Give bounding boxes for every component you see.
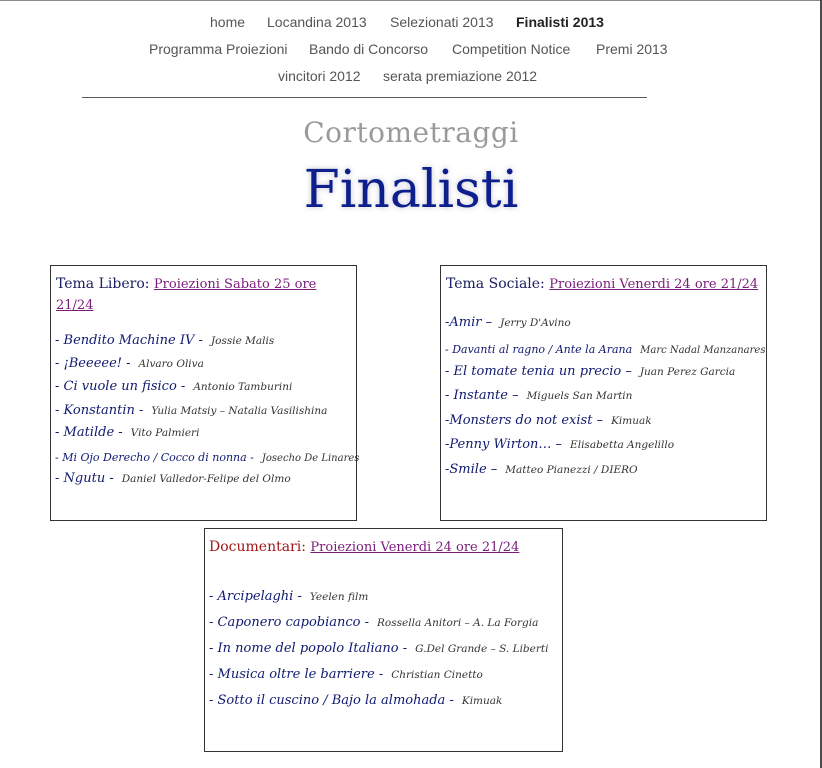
film-title: - Konstantin - — [55, 403, 144, 418]
film-entry — [55, 329, 274, 348]
tema-sociale-schedule-link[interactable]: Proiezioni Venerdi 24 ore 21/24 — [549, 277, 759, 292]
film-title: - Davanti al ragno / Ante la Arana — [445, 343, 633, 356]
film-author: Alvaro Oliva — [138, 358, 204, 370]
nav-link-serata-premiazione-2012[interactable]: serata premiazione 2012 — [383, 68, 538, 84]
film-author: Jossie Malis — [210, 335, 275, 347]
nav-link-home[interactable]: home — [210, 14, 246, 30]
film-author: Miguels San Martin — [526, 390, 633, 402]
film-entry — [55, 467, 291, 486]
film-author: Kimuak — [461, 695, 503, 707]
film-title: - Caponero capobianco - — [209, 615, 370, 630]
nav-row-3 — [0, 66, 822, 93]
film-title: - Musica oltre le barriere - — [209, 667, 384, 682]
nav-link-programma-proiezioni[interactable]: Programma Proiezioni — [149, 41, 288, 57]
film-entry — [209, 637, 548, 656]
film-author: Antonio Tamburini — [193, 381, 293, 393]
film-entry — [55, 421, 199, 440]
film-entry — [445, 360, 735, 379]
film-title: - El tomate tenia un precio – — [445, 364, 632, 379]
top-border — [0, 0, 822, 1]
film-author: Juan Perez Garcia — [639, 366, 736, 378]
main-navigation — [0, 12, 822, 93]
nav-link-competition-notice[interactable]: Competition Notice — [452, 41, 571, 57]
tema-libero-label: Tema Libero: — [56, 276, 150, 292]
film-author: Elisabetta Angelillo — [570, 439, 675, 451]
film-author: Kimuak — [611, 415, 652, 427]
tema-sociale-box — [440, 265, 767, 521]
page-title: Finalisti — [303, 160, 519, 220]
nav-link-selezionati-2013[interactable]: Selezionati 2013 — [390, 14, 494, 30]
nav-link-bando-di-concorso[interactable]: Bando di Concorso — [309, 41, 429, 57]
film-title: - Instante – — [445, 388, 519, 403]
tema-libero-header — [56, 274, 352, 316]
nav-divider — [82, 97, 647, 98]
tema-libero-box — [50, 265, 360, 521]
film-author: Marc Nadal Manzanares — [640, 345, 766, 356]
film-entry — [209, 663, 483, 682]
documentari-schedule-link[interactable]: Proiezioni Venerdi 24 ore 21/24 — [310, 540, 520, 555]
film-title: - ¡Beeeee! - — [55, 356, 131, 371]
film-entry — [445, 409, 652, 428]
documentari-header — [209, 537, 559, 558]
film-title: - Sotto il cuscino / Bajo la almohada - — [209, 693, 454, 708]
film-author: Yulia Matsiy – Natalia Vasilishina — [151, 405, 328, 417]
nav-link-finalisti-2013[interactable]: Finalisti 2013 — [516, 14, 604, 30]
film-author: Josecho De Linares — [261, 453, 360, 464]
film-title: -Penny Wirton… – — [445, 437, 563, 452]
film-author: Matteo Pianezzi / DIERO — [505, 464, 638, 476]
film-entry — [445, 458, 638, 477]
film-author: Yeelen film — [309, 591, 369, 603]
film-entry — [55, 352, 204, 371]
film-title: -Monsters do not exist – — [445, 413, 604, 428]
film-title: - In nome del popolo Italiano - — [209, 641, 408, 656]
film-title: - Ngutu - — [55, 471, 114, 486]
page-subtitle: Cortometraggi — [303, 116, 519, 149]
nav-link-vincitori-2012[interactable]: vincitori 2012 — [278, 68, 361, 84]
film-title: - Arcipelaghi - — [209, 589, 302, 604]
film-title: - Mi Ojo Derecho / Cocco di nonna - — [55, 451, 254, 464]
nav-row-2 — [0, 39, 822, 66]
film-entry — [55, 375, 292, 394]
tema-libero-schedule-link[interactable]: Proiezioni Sabato 25 ore 21/24 — [56, 277, 317, 313]
film-entry — [209, 611, 538, 630]
nav-row-1 — [0, 12, 822, 39]
film-title: - Bendito Machine IV - — [55, 333, 203, 348]
film-entry — [209, 689, 502, 708]
film-author: Christian Cinetto — [391, 669, 483, 681]
film-entry — [445, 311, 571, 330]
film-entry — [55, 399, 327, 418]
tema-sociale-header — [446, 274, 764, 295]
film-title: -Smile – — [445, 462, 498, 477]
film-entry — [55, 446, 359, 465]
film-author: G.Del Grande – S. Liberti — [415, 643, 549, 655]
nav-link-locandina-2013[interactable]: Locandina 2013 — [267, 14, 367, 30]
film-author: Daniel Valledor-Felipe del Olmo — [121, 473, 291, 485]
tema-sociale-label: Tema Sociale: — [446, 276, 545, 292]
film-entry — [445, 384, 632, 403]
film-author: Jerry D'Avino — [500, 317, 571, 329]
documentari-box — [204, 528, 563, 752]
film-title: - Ci vuole un fisico - — [55, 379, 186, 394]
film-author: Vito Palmieri — [130, 427, 200, 439]
film-title: - Matilde - — [55, 425, 123, 440]
film-entry — [445, 433, 674, 452]
film-title: -Amir – — [445, 315, 493, 330]
film-author: Rossella Anitori – A. La Forgia — [377, 617, 539, 629]
documentari-label: Documentari: — [209, 539, 306, 555]
film-entry — [209, 585, 368, 604]
nav-link-premi-2013[interactable]: Premi 2013 — [596, 41, 668, 57]
film-entry — [445, 338, 765, 357]
